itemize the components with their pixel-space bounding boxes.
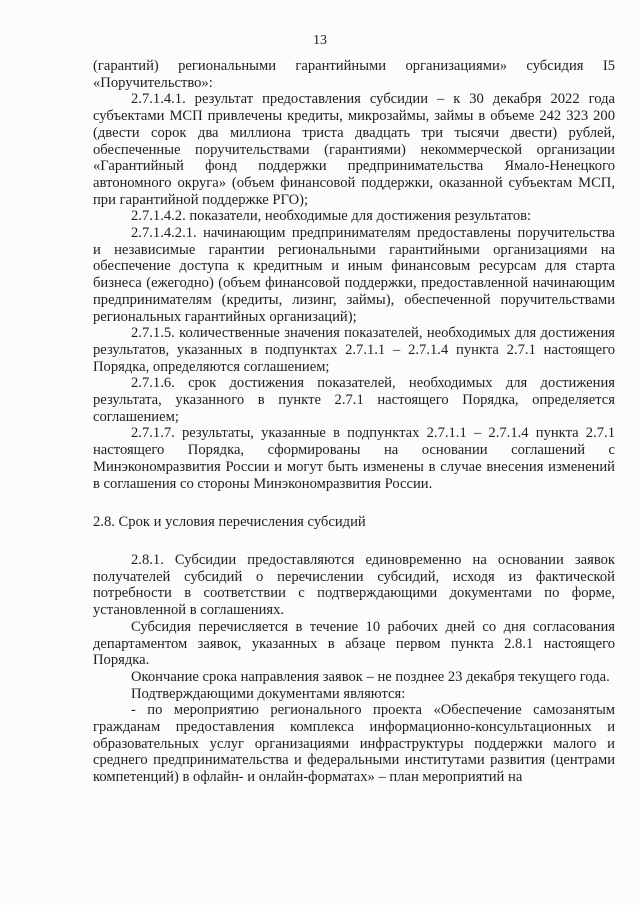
paragraph: Подтверждающими документами являются: <box>131 685 406 702</box>
page-number: 13 <box>313 33 327 48</box>
document-body <box>93 58 615 786</box>
paragraph: Субсидия перечисляется в течение 10 рабочих дней со дня согласования департаментом заявок, указанных в абзаце первом пункта 2.8.1 настоящего Порядка. <box>93 618 615 669</box>
paragraph: 2.7.1.4.2. показатели, необходимые для достижения результатов: <box>131 208 532 225</box>
paragraph: - по мероприятию регионального проекта «Обеспечение самозанятым гражданам предоставления комплекса информационно-консультационных и образовательных услуг организациями инфраструктуры поддержки малого и среднего предпринимательства и федеральными институтами развития (центрами компетенций) в офлайн- и онлайн-форматах» – план мероприятий на <box>93 702 615 786</box>
paragraph: 2.7.1.7. результаты, указанные в подпунктах 2.7.1.1 – 2.7.1.4 пункта 2.7.1 настоящего Порядка, сформированы на основании соглашений с Минэкономразвития России и могут быть изменены в случае внесения изменений в соглашения со стороны Минэкономразвития России. <box>93 425 615 492</box>
paragraph: (гарантий) региональными гарантийными организациями» субсидия I5 «Поручительство»: <box>93 58 615 91</box>
paragraph: 2.8.1. Субсидии предоставляются единовременно на основании заявок получателей субсидий о перечислении субсидий, исходя из фактической потребности в соответствии с подтверждающими документами по форме, установленной в соглашениях. <box>93 551 615 619</box>
paragraph: 2.7.1.4.1. результат предоставления субсидии – к 30 декабря 2022 года субъектами МСП привлечены кредиты, микрозаймы, займы в объеме 242 323 200 (двести сорок два миллиона триста двадцать три тысячи двести) рублей, обеспеченные поручительствами (гарантиями) некоммерческой организации «Гарантийный фонд поддержки предпринимательства Ямало-Ненецкого автономного округа» (объем финансовой поддержки, оказанной субъектам МСП, при гарантийной поддержке РГО); <box>93 91 615 208</box>
section-heading: 2.8. Срок и условия перечисления субсидий <box>93 514 366 531</box>
paragraphs-top <box>93 58 615 492</box>
paragraph: Окончание срока направления заявок – не позднее 23 декабря текущего года. <box>131 668 610 685</box>
paragraphs-bottom <box>93 552 615 786</box>
paragraph: 2.7.1.5. количественные значения показателей, необходимых для достижения результатов, указанных в подпунктах 2.7.1.1 – 2.7.1.4 пункта 2.7.1 настоящего Порядка, определяются соглашением; <box>93 325 615 375</box>
paragraph: 2.7.1.4.2.1. начинающим предпринимателям предоставлены поручительства и независимые гарантии региональными гарантийными организациями на обеспечение доступа к кредитным и иным финансовым ресурсам для старта бизнеса (ежегодно) (объем финансовой поддержки, предоставленной начинающим предпринимателям (кредиты, лизинг, займы), обеспеченной поручительствами региональных гарантийных организаций); <box>93 225 615 325</box>
paragraph: 2.7.1.6. срок достижения показателей, необходимых для достижения результата, указанного в пункте 2.7.1 настоящего Порядка, определяется соглашением; <box>93 375 615 425</box>
